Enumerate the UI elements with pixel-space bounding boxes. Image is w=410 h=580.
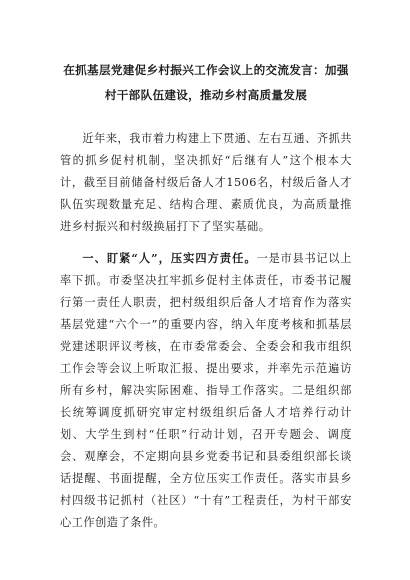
paragraph-intro (60, 128, 352, 238)
paragraph-intro-text: 近年来，我市着力构建上下贯通、左右互通、齐抓共管的抓乡促村机制，坚决抓好“后继有人”这个根本大计，截至目前储备村级后备人才1506名，村级后备人才队伍实现数量充足、结构合理、素质优良，为高质量推进乡村振兴和村级换届打下了坚实基础。 (60, 132, 352, 233)
section-one-heading: 一、盯紧“人”，压实四方责任。 (82, 251, 257, 265)
section-one-text: 一是市县书记以上率下抓。市委坚决扛牢抓乡促村主体责任，市委书记履行第一责任人职责，把村级组织后备人才培育作为落实基层党建“六个一”的重要内容，纳入年度考核和抓基层党建述职评议考核，在市委常委会、全委会和我市组织工作会等会议上听取汇报、提出要求，并率先示范遍访所有乡村，解决实际困难、指导工作落实。二是组织部长统筹调度抓研究审定村级组织后备人才培养行动计划、大学生到村“任职”行动计划，召开专题会、调度会、观摩会，不定期向县乡党委书记和县委组织部长谈话提醒、书面提醒，全方位压实工作责任。落实市县乡村四级书记抓村（社区）“十有”工程责任，为村干部安心工作创造了条件。 (60, 252, 352, 529)
document-title: 在抓基层党建促乡村振兴工作会议上的交流发言：加强村干部队伍建设，推动乡村高质量发展 (63, 63, 349, 102)
paragraph-section-one (60, 247, 352, 534)
